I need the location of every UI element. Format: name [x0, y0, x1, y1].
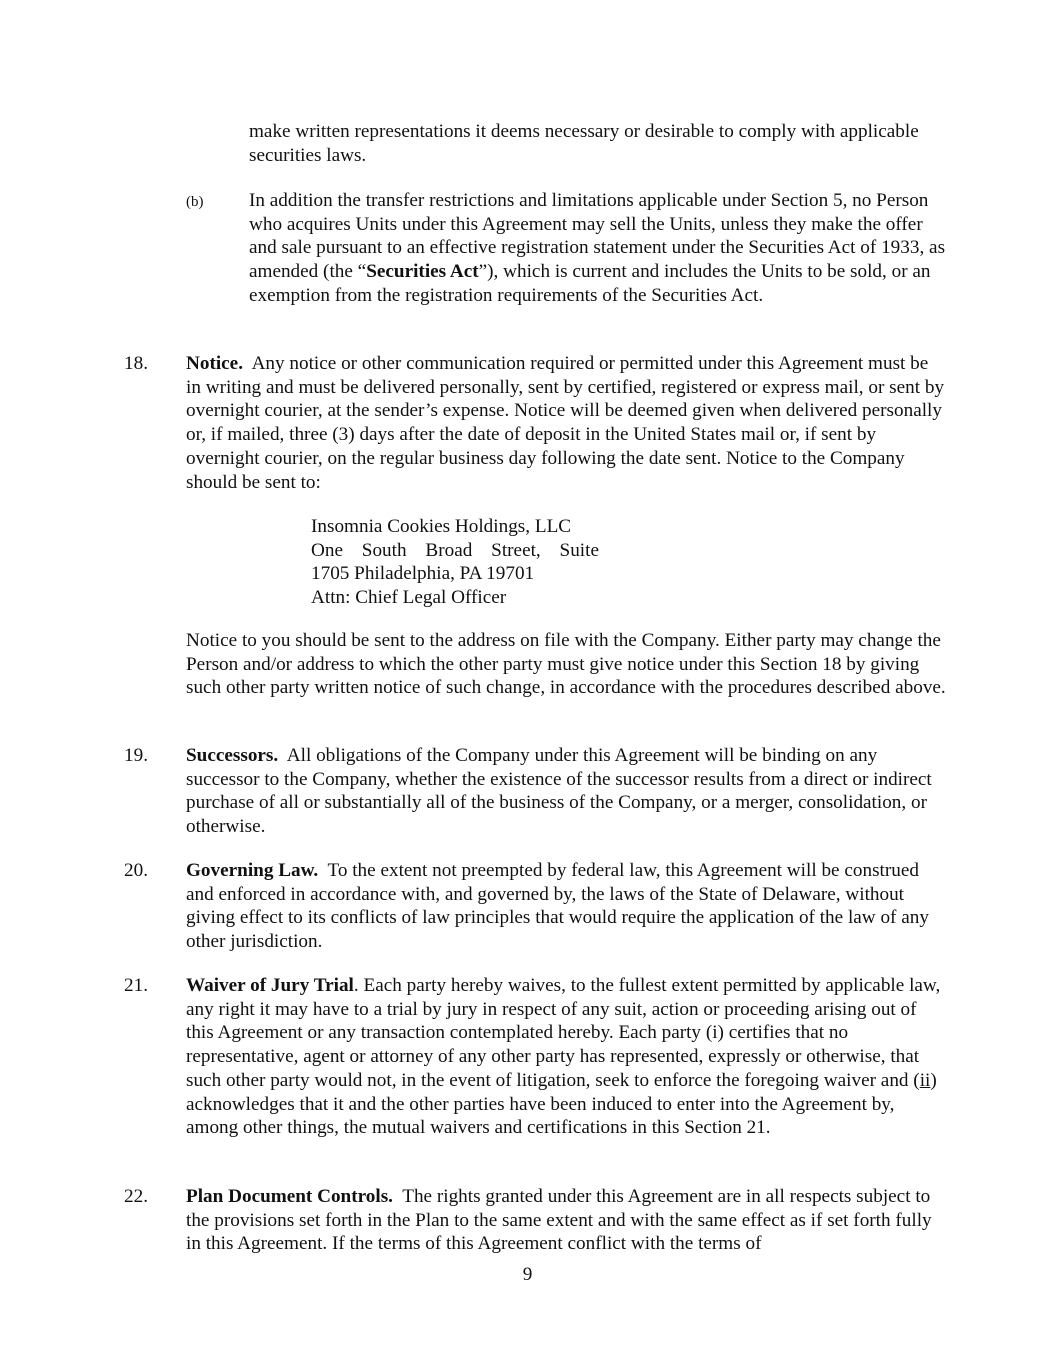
section-18-title: Notice. — [186, 353, 244, 374]
address-line-3: 1705 Philadelphia, PA 19701 — [311, 563, 535, 585]
section-20-number: 20. — [124, 860, 148, 881]
address-line-1: Insomnia Cookies Holdings, LLC — [311, 516, 572, 537]
section-21-body-2: ) acknowledges that it and the other parties have been induced to enter into the Agreement by, among other things, the mutual waivers and certifications in this Section 21. — [186, 1069, 937, 1139]
section-21-underlined-numeral: ii — [919, 1069, 931, 1091]
section-20-title: Governing Law. — [186, 860, 319, 881]
section-21-paragraph — [186, 974, 946, 1140]
section-18-body: Any notice or other communication required or permitted under this Agreement must be in writing and must be delivered personally, sent by certified, registered or express mail, or sent by overnight courier, at the sender’s expense. Notice will be deemed given when delivered personally or, if mailed, three (3) days after the date of deposit in the United States mail or, if sent by overnight courier, on the regular business day following the date sent. Notice to the Company should be sent to: — [186, 353, 945, 493]
section-22-number: 22. — [124, 1186, 148, 1207]
section-21-body-1: . Each party hereby waives, to the fullest extent permitted by applicable law, any right it may have to a trial by jury in respect of any suit, action or proceeding arising out of this Agreement or any transaction contemplated hereby. Each party (i) certifies that no representative, agent or attorney of any other party has represented, expressly or otherwise, that such other party would not, in the event of litigation, seek to enforce the foregoing waiver and ( — [186, 975, 941, 1091]
section-22-paragraph — [186, 1185, 946, 1256]
address-line-2 — [311, 539, 599, 563]
clause-b-paragraph — [249, 189, 949, 308]
section-19-title: Successors. — [186, 745, 279, 766]
section-21-number: 21. — [124, 975, 148, 996]
page-number: 9 — [522, 1264, 533, 1285]
address-line-4: Attn: Chief Legal Officer — [311, 587, 507, 609]
section-18-number: 18. — [124, 353, 148, 374]
section-18-paragraph-2: Notice to you should be sent to the address on file with the Company. Either party may change the Person and/or address to which the other party must give notice under this Section 18 by giving such other party written notice of such change, in accordance with the procedures described above. — [186, 630, 946, 699]
section-18-paragraph — [186, 352, 946, 494]
address-line-2-word: One — [311, 539, 343, 561]
clause-b-defined-term: Securities Act — [366, 261, 479, 283]
clause-b-text-2: ”), which is current and includes the Units to be sold, or an exemption from the registration requirements of the Securities Act. — [249, 261, 931, 306]
company-address — [311, 515, 599, 610]
clause-b-text-1: In addition the transfer restrictions and limitations applicable under Section 5, no Person who acquires Units under this Agreement may sell the Units, unless they make the offer and sale pursuant to an effective registration statement under the Securities Act of 1933, as amended (the “ — [249, 190, 946, 283]
address-line-2-word: Street, — [491, 539, 541, 561]
section-20-body: To the extent not preempted by federal law, this Agreement will be construed and enforced in accordance with, and governed by, the laws of the State of Delaware, without giving effect to its conflicts of law principles that would require the application of the law of any other jurisdiction. — [186, 860, 929, 953]
address-line-2-word: Suite — [559, 539, 599, 561]
section-19-body: All obligations of the Company under this Agreement will be binding on any successor to the Company, whether the existence of the successor results from a direct or indirect purchase of all or substantially all of the business of the Company, or a merger, consolidation, or otherwise. — [186, 745, 932, 838]
section-19-number: 19. — [124, 745, 148, 766]
section-22-body: The rights granted under this Agreement are in all respects subject to the provisions set forth in the Plan to the same extent and with the same effect as if set forth fully in this Agreement. If the terms of this Agreement conflict with the terms of — [186, 1186, 932, 1255]
address-line-2-word: South — [361, 539, 407, 561]
section-22-title: Plan Document Controls. — [186, 1186, 393, 1207]
section-21-title: Waiver of Jury Trial — [186, 975, 354, 996]
section-20-paragraph — [186, 859, 946, 954]
section-19-paragraph — [186, 744, 946, 839]
address-line-2-word: Broad — [425, 539, 473, 561]
clause-b-label: (b) — [186, 194, 204, 210]
continuation-paragraph: make written representations it deems necessary or desirable to comply with applicable securities laws. — [249, 121, 919, 166]
